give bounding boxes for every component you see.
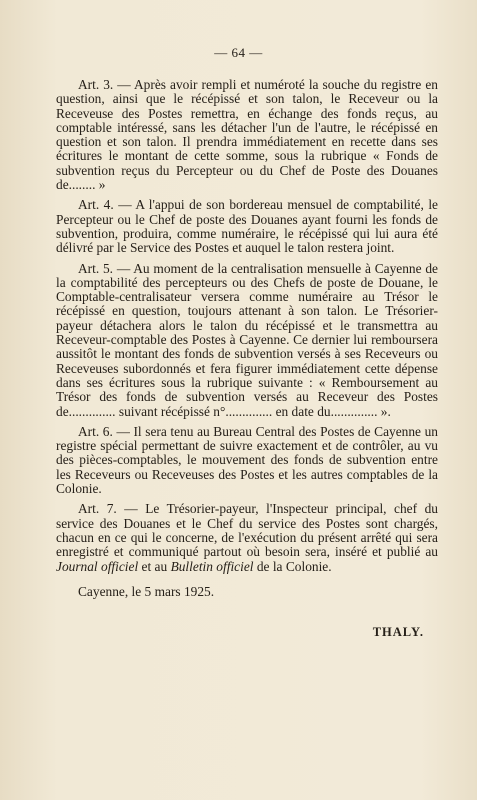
signature: THALY. [372, 624, 424, 639]
page-number: — 64 — [214, 45, 263, 60]
article-7-connector: et au [138, 558, 171, 574]
bulletin-officiel-title: Bulletin officiel [170, 558, 254, 574]
place-and-date: Cayenne, le 5 mars 1925. [78, 583, 215, 599]
article-7 [56, 502, 438, 573]
article-5: Art. 5. — Au moment de la centralisation mensuelle à Cayenne de la comptabilité des percepteurs ou des Chefs de poste de Douane, le Comptable-centralisateur versera comme numéraire au Trésor le récépissé en question, toujours attenant à son talon. Le Trésorier-payeur détachera alors le talon du récépissé et le transmettra au Receveur-comptable des Postes à Cayenne. Ce dernier lui remboursera aussitôt le montant des fonds de subvention versés à ses Receveurs ou Receveuses subordonnés et fera figurer immédiatement cette dépense dans ses écritures sous la rubrique suivante : « Remboursement au Trésor des fonds de subvention versés au Receveur des Postes de.............. suivant récépissé n°.............. en date du.............. ». [56, 260, 438, 419]
document-body [56, 78, 438, 640]
article-4: Art. 4. — A l'appui de son bordereau mensuel de comptabilité, le Percepteur ou le Chef de poste des Douanes ayant fourni les fonds de subvention, produira, comme numéraire, le récépissé qui lui aura été délivré par le Service des Postes et auquel le talon restera joint. [56, 197, 438, 256]
article-6: Art. 6. — Il sera tenu au Bureau Central des Postes de Cayenne un registre spécial permettant de suivre exactement et de contrôler, au vu des pièces-comptables, le mouvement des fonds de subvention entre les Receveurs ou Receveuses des Postes et les autres comptables de la Colonie. [56, 423, 438, 497]
article-3: Art. 3. — Après avoir rempli et numéroté la souche du registre en question, ainsi que le récépissé et son talon, le Receveur ou la Receveuse des Postes remettra, en échange des fonds reçus, au comptable intéressé, sans les détacher l'un de l'autre, le récépissé en question et son talon. Il prendra immédiatement en recette dans ses écritures le montant de cette somme, sous la rubrique « Fonds de subvention reçus du Percepteur ou du Chef de Poste des Douanes de........ » [56, 77, 438, 193]
journal-officiel-title: Journal officiel [56, 558, 139, 574]
article-7-text: Art. 7. — Le Trésorier-payeur, l'Inspecteur principal, chef du service des Douanes et le Chef du service des Postes sont chargés, chacun en ce qui le concerne, de l'exécution du présent arrêté qui sera enregistré et communiqué partout où besoin sera, inséré et publié au [56, 501, 438, 560]
article-7-ending: de la Colonie. [253, 558, 332, 574]
